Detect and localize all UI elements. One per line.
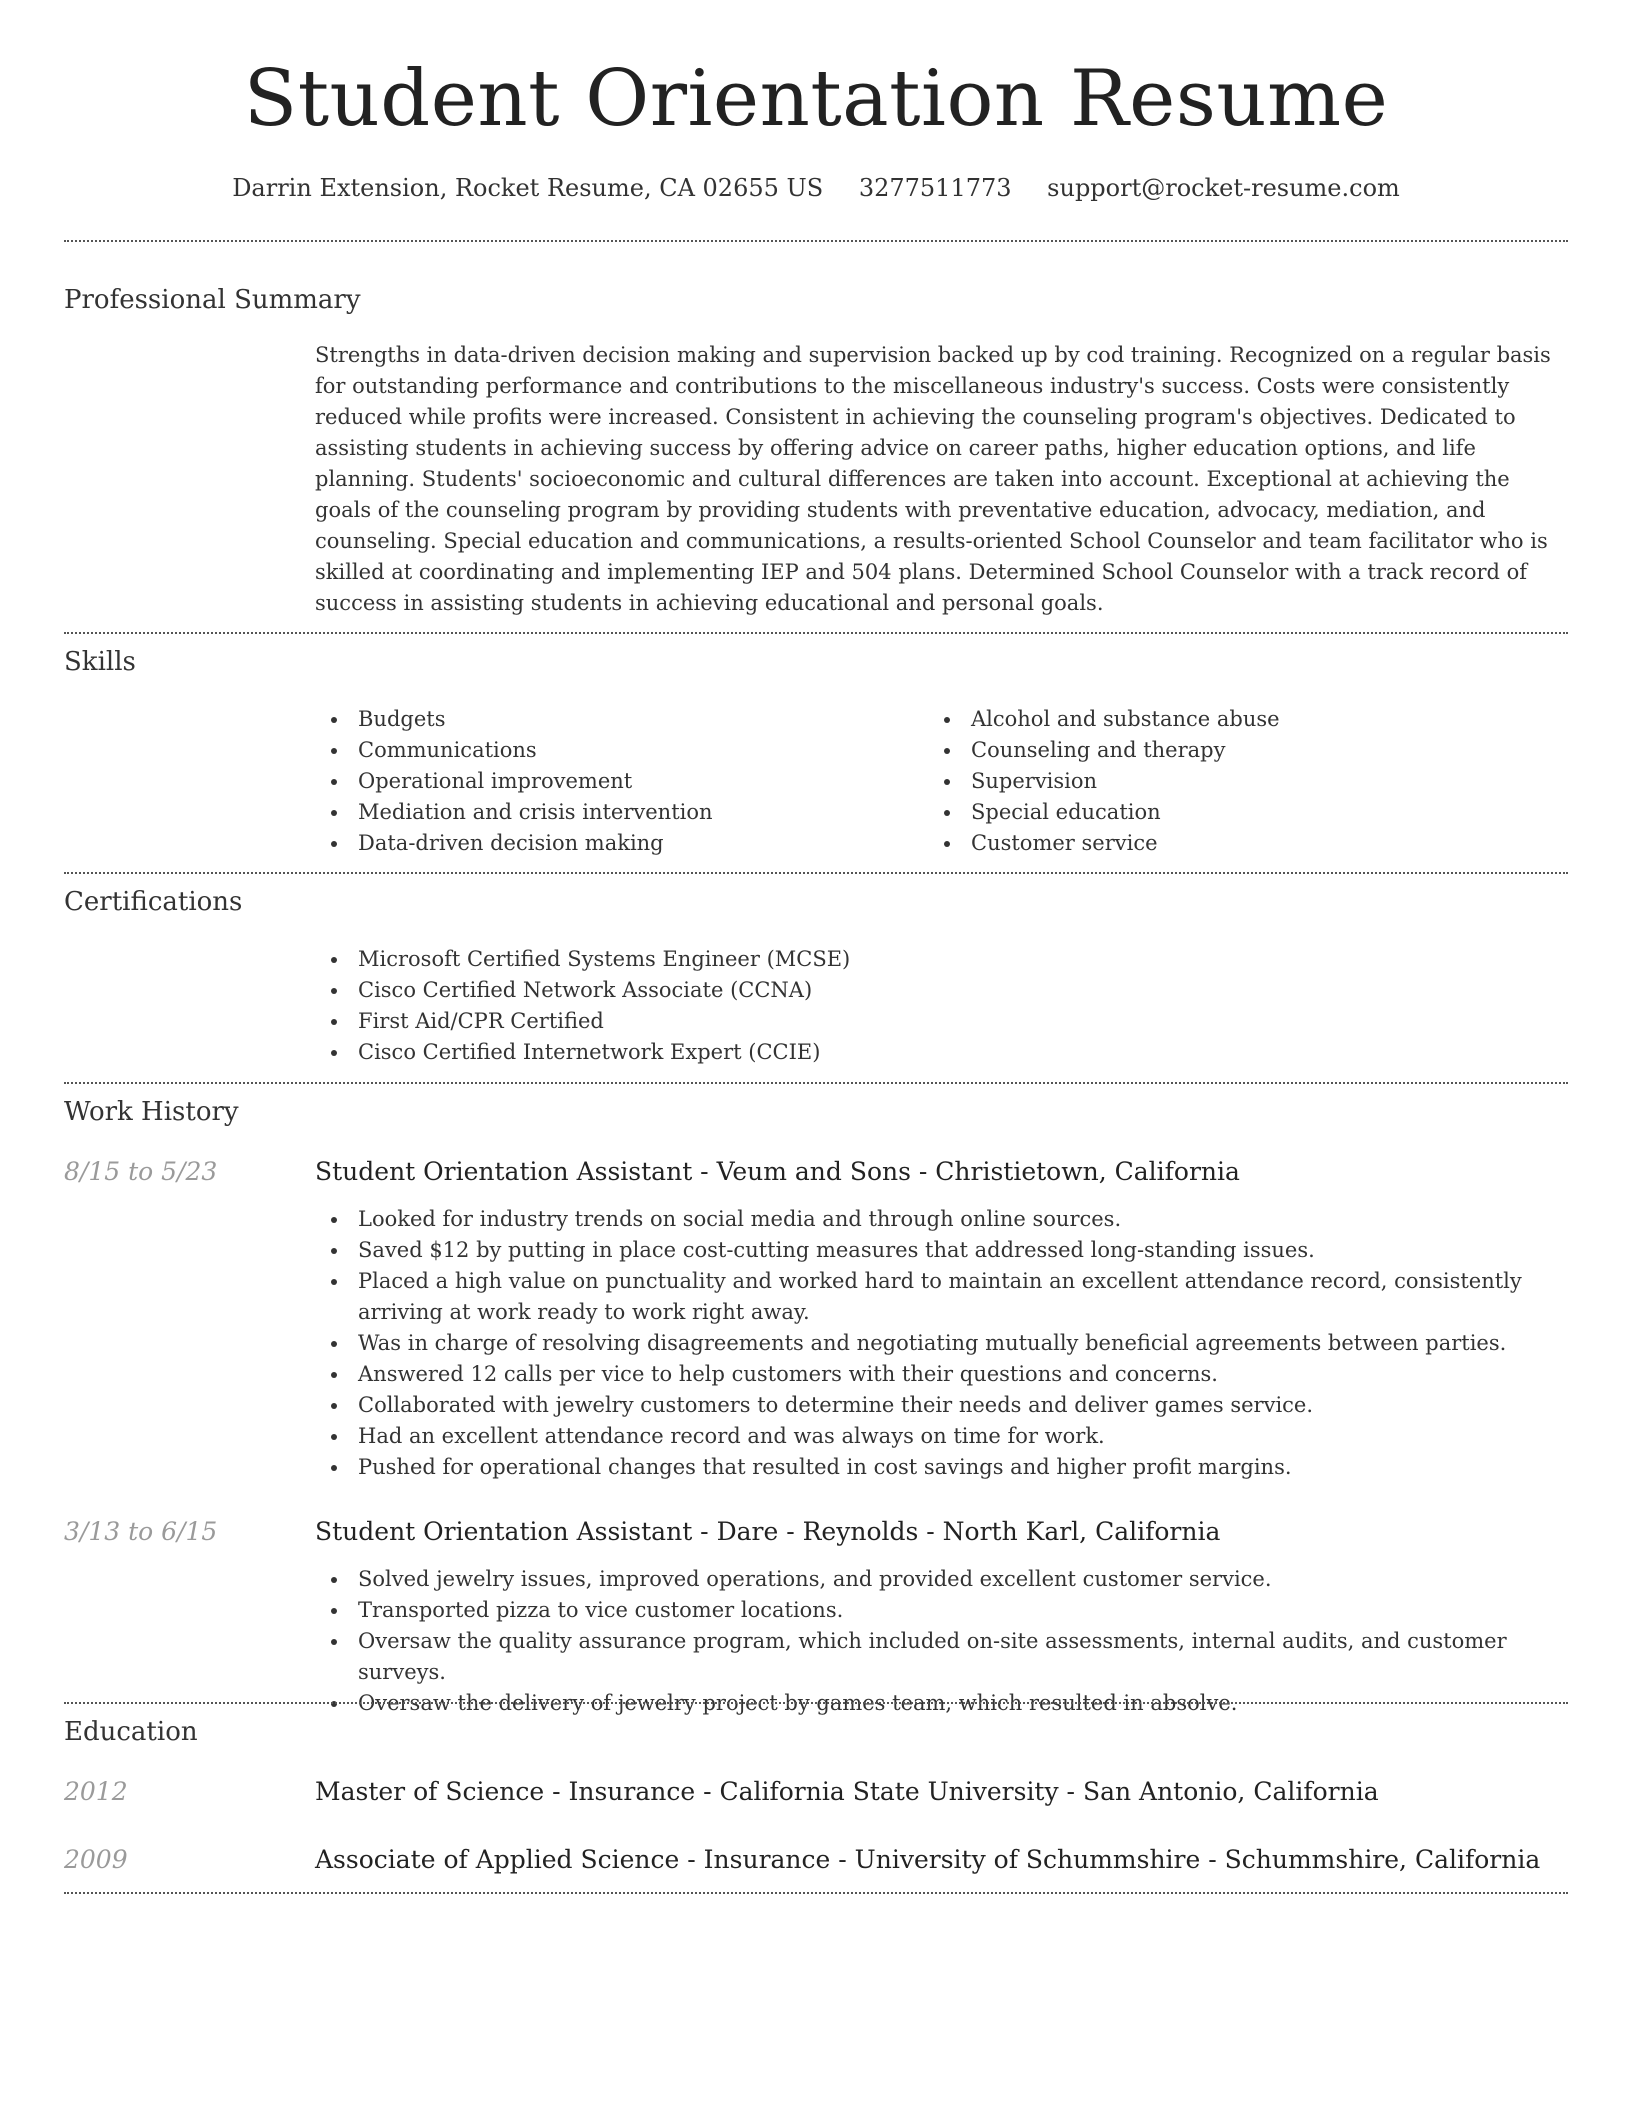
skill-item: Special education xyxy=(928,797,1528,828)
job-bullet: Had an excellent attendance record and was always on time for work. xyxy=(315,1421,1568,1452)
job-bullet: Pushed for operational changes that resulted in cost savings and higher profit margins. xyxy=(315,1452,1568,1483)
section-heading-certifications: Certifications xyxy=(64,887,243,917)
job-bullet: Oversaw the delivery of jewelry project by games team, which resulted in absolve. xyxy=(315,1688,1568,1719)
skills-list-left xyxy=(315,704,915,859)
divider xyxy=(64,1082,1568,1084)
job-bullet: Transported pizza to vice customer locations. xyxy=(315,1595,1568,1626)
contact-phone: 3277511773 xyxy=(858,174,1012,202)
divider xyxy=(64,872,1568,874)
skill-item: Supervision xyxy=(928,766,1528,797)
divider xyxy=(64,632,1568,634)
contact-address: Darrin Extension, Rocket Resume, CA 02655 US xyxy=(232,174,824,202)
job-bullet: Solved jewelry issues, improved operations, and provided excellent customer service. xyxy=(315,1564,1568,1595)
job-bullet: Placed a high value on punctuality and worked hard to maintain an excellent attendance record, consistently arriving at work ready to work right away. xyxy=(315,1266,1568,1328)
certification-item: First Aid/CPR Certified xyxy=(315,1006,1568,1037)
contact-line xyxy=(64,170,1568,206)
resume-title: Student Orientation Resume xyxy=(243,54,1389,144)
skill-item: Operational improvement xyxy=(315,766,915,797)
divider xyxy=(64,1702,1568,1704)
certification-item: Microsoft Certified Systems Engineer (MCSE) xyxy=(315,944,1568,975)
section-heading-work-history: Work History xyxy=(64,1097,239,1127)
education-year: 2012 xyxy=(64,1777,128,1806)
certification-item: Cisco Certified Network Associate (CCNA) xyxy=(315,975,1568,1006)
job-bullet: Looked for industry trends on social media and through online sources. xyxy=(315,1204,1568,1235)
skill-item: Alcohol and substance abuse xyxy=(928,704,1528,735)
education-degree: Associate of Applied Science - Insurance - University of Schummshire - Schummshire, California xyxy=(315,1845,1541,1874)
job-bullet: Was in charge of resolving disagreements and negotiating mutually beneficial agreements between parties. xyxy=(315,1328,1568,1359)
job-bullets xyxy=(315,1564,1568,1719)
summary-text: Strengths in data-driven decision making and supervision backed up by cod training. Recognized on a regular basis for outstanding performance and contributions to the miscellaneous industry's success. Costs were consistently reduced while profits were increased. Consistent in achieving the counseling program's objectives. Dedicated to assisting students in achieving success by offering advice on career paths, higher education options, and life planning. Students' socioeconomic and cultural differences are taken into account. Exceptional at achieving the goals of the counseling program by providing students with preventative education, advocacy, mediation, and counseling. Special education and communications, a results-oriented School Counselor and team facilitator who is skilled at coordinating and implementing IEP and 504 plans. Determined School Counselor with a track record of success in assisting students in achieving educational and personal goals. xyxy=(315,343,1551,615)
certifications-list xyxy=(315,944,1568,1068)
skill-item: Data-driven decision making xyxy=(315,828,915,859)
skill-item: Communications xyxy=(315,735,915,766)
divider xyxy=(64,1892,1568,1894)
job-title: Student Orientation Assistant - Veum and Sons - Christietown, California xyxy=(315,1157,1240,1186)
education-degree: Master of Science - Insurance - California State University - San Antonio, California xyxy=(315,1777,1379,1806)
skill-item: Budgets xyxy=(315,704,915,735)
divider xyxy=(64,240,1568,242)
skill-item: Mediation and crisis intervention xyxy=(315,797,915,828)
job-bullet: Saved $12 by putting in place cost-cutting measures that addressed long-standing issues. xyxy=(315,1235,1568,1266)
section-heading-skills: Skills xyxy=(64,647,136,677)
job-bullet: Oversaw the quality assurance program, which included on-site assessments, internal audits, and customer surveys. xyxy=(315,1626,1568,1688)
job-dates: 8/15 to 5/23 xyxy=(64,1157,218,1186)
job-bullet: Answered 12 calls per vice to help customers with their questions and concerns. xyxy=(315,1359,1568,1390)
job-bullet: Collaborated with jewelry customers to determine their needs and deliver games service. xyxy=(315,1390,1568,1421)
section-heading-education: Education xyxy=(64,1717,198,1747)
certification-item: Cisco Certified Internetwork Expert (CCIE) xyxy=(315,1037,1568,1068)
skill-item: Counseling and therapy xyxy=(928,735,1528,766)
job-title: Student Orientation Assistant - Dare - Reynolds - North Karl, California xyxy=(315,1517,1221,1546)
section-heading-summary: Professional Summary xyxy=(64,285,361,315)
contact-email: support@rocket-resume.com xyxy=(1047,174,1400,202)
education-year: 2009 xyxy=(64,1845,128,1874)
skills-list-right xyxy=(928,704,1528,859)
job-bullets xyxy=(315,1204,1568,1483)
job-dates: 3/13 to 6/15 xyxy=(64,1517,218,1546)
skill-item: Customer service xyxy=(928,828,1528,859)
